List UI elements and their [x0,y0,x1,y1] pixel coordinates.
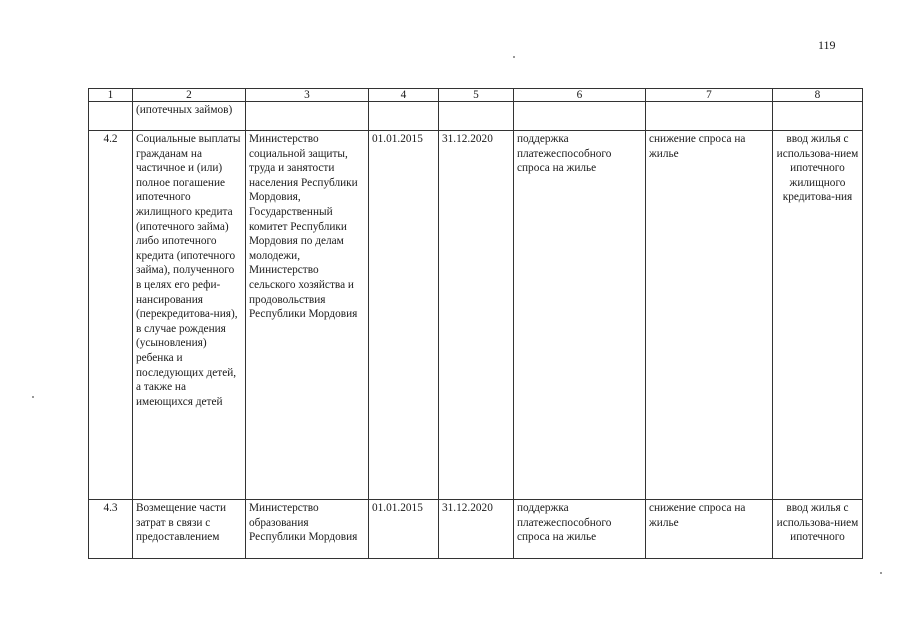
header-col-5: 5 [439,89,514,102]
table-row [89,500,863,559]
start-date-cell: 01.01.2015 [369,500,439,559]
row-number-cell [89,102,133,131]
header-col-1: 1 [89,89,133,102]
end-date-cell: 31.12.2020 [439,131,514,500]
executor-cell: Министерство образования Республики Мордовия [246,500,369,559]
header-col-4: 4 [369,89,439,102]
row-number-cell: 4.2 [89,131,133,500]
indicator-cell: ввод жилья с использова-нием ипотечного [773,500,863,559]
executor-cell: Министерство социальной защиты, труда и занятости населения Республики Мордовия, Государственный комитет Республики Мордовия по делам молодежи, Министерство сельского хозяйства и продовольствия Республики Мордовия [246,131,369,500]
scan-speck [32,396,34,398]
expected-result-cell [514,102,646,131]
table-header-row [89,89,863,102]
executor-cell [246,102,369,131]
table-row [89,102,863,131]
end-date-cell: 31.12.2020 [439,500,514,559]
indicator-cell: ввод жилья с использова-нием ипотечного жилищного кредитова-ния [773,131,863,500]
consequences-cell: снижение спроса на жилье [646,131,773,500]
scan-speck [880,572,882,574]
row-number-cell: 4.3 [89,500,133,559]
scan-speck [513,56,515,58]
measure-name-cell: Социальные выплаты гражданам на частичное и (или) полное погашение ипотечного жилищного кредита (ипотечного займа) либо ипотечного кредита (ипотечного займа), полученного в целях его рефи-нансирования (перекредитова-ния), в случае рождения (усыновления) ребенка и последующих детей, а также на имеющихся детей [133,131,246,500]
expected-result-cell: поддержка платежеспособного спроса на жилье [514,500,646,559]
header-col-7: 7 [646,89,773,102]
indicator-cell [773,102,863,131]
start-date-cell: 01.01.2015 [369,131,439,500]
header-col-3: 3 [246,89,369,102]
measure-name-cell: Возмещение части затрат в связи с предоставлением [133,500,246,559]
header-col-8: 8 [773,89,863,102]
start-date-cell [369,102,439,131]
header-col-2: 2 [133,89,246,102]
page-number: 119 [818,38,836,52]
header-col-6: 6 [514,89,646,102]
program-table [88,88,863,559]
table-row [89,131,863,500]
consequences-cell: снижение спроса на жилье [646,500,773,559]
expected-result-cell: поддержка платежеспособного спроса на жилье [514,131,646,500]
measure-name-cell: (ипотечных займов) [133,102,246,131]
consequences-cell [646,102,773,131]
end-date-cell [439,102,514,131]
